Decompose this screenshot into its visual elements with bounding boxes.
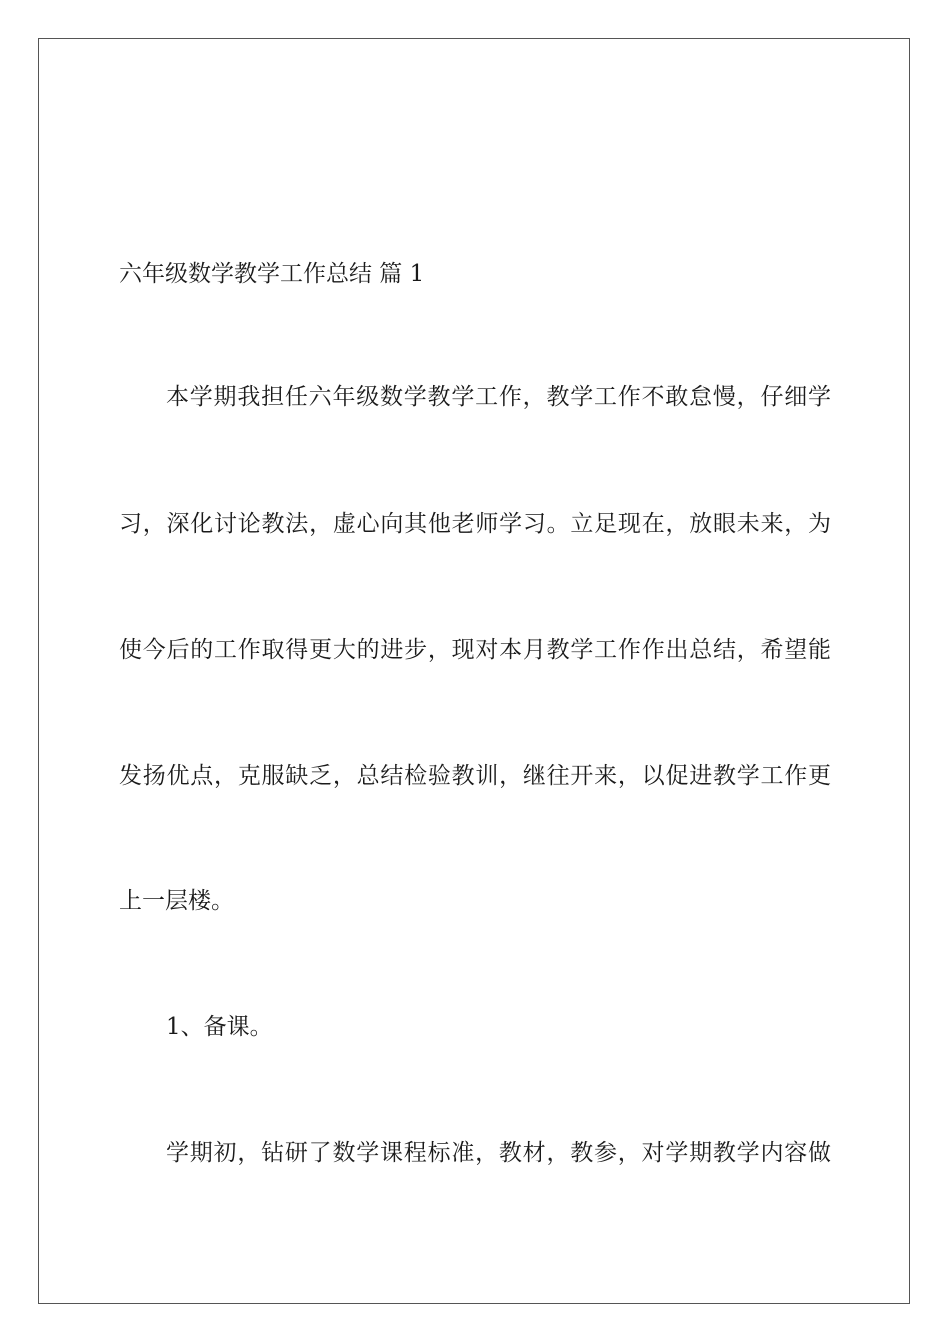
paragraph-line: 发扬优点，克服缺乏，总结检验教训，继往开来，以促进教学工作更 bbox=[119, 763, 831, 789]
paragraph-line: 使今后的工作取得更大的进步，现对本月教学工作作出总结，希望能 bbox=[119, 637, 831, 663]
document-heading: 六年级数学教学工作总结 篇 1 bbox=[119, 261, 425, 287]
paragraph-line: 本学期我担任六年级数学教学工作，教学工作不敢怠慢，仔细学 bbox=[166, 384, 831, 410]
paragraph-line: 上一层楼。 bbox=[119, 888, 234, 914]
section-title: 1、备课。 bbox=[166, 1014, 273, 1040]
paragraph-line: 学期初，钻研了数学课程标准，教材，教参，对学期教学内容做 bbox=[166, 1140, 831, 1166]
paragraph-line: 习，深化讨论教法，虚心向其他老师学习。立足现在，放眼未来，为 bbox=[119, 511, 831, 537]
document-page bbox=[38, 38, 910, 1304]
